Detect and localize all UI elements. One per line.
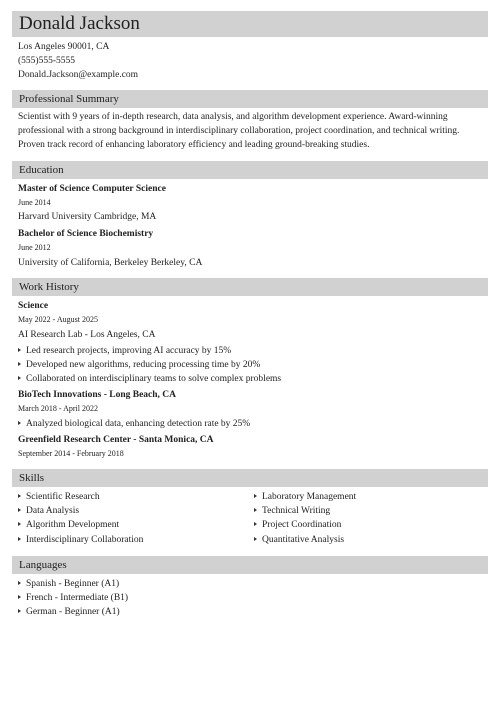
skill-item: Technical Writing: [254, 504, 330, 518]
skills-heading: Skills: [12, 469, 488, 487]
skill-item: Project Coordination: [254, 518, 341, 532]
bullet-icon: [18, 421, 21, 425]
name-header: Donald Jackson: [12, 11, 488, 37]
phone: (555)555-5555: [18, 56, 75, 66]
education-date: June 2012: [18, 243, 51, 252]
job-company: AI Research Lab - Los Angeles, CA: [18, 330, 156, 340]
bullet-icon: [18, 595, 21, 599]
bullet-icon: [18, 494, 21, 498]
bullet-icon: [18, 348, 21, 352]
education-degree: Master of Science Computer Science: [18, 184, 166, 194]
job-title: Greenfield Research Center - Santa Monica, CA: [18, 435, 214, 445]
education-date: June 2014: [18, 198, 51, 207]
bullet-icon: [18, 609, 21, 613]
bullet-icon: [254, 537, 257, 541]
education-school: University of California, Berkeley Berkeley, CA: [18, 258, 203, 268]
bullet-icon: [18, 581, 21, 585]
bullet-icon: [18, 508, 21, 512]
job-title: BioTech Innovations - Long Beach, CA: [18, 390, 177, 400]
bullet-icon: [18, 362, 21, 366]
education-school: Harvard University Cambridge, MA: [18, 212, 157, 222]
language-item: Spanish - Beginner (A1): [18, 577, 119, 591]
skill-item: Scientific Research: [18, 490, 100, 504]
job-dates: March 2018 - April 2022: [18, 404, 98, 413]
bullet-icon: [18, 376, 21, 380]
skill-item: Quantitative Analysis: [254, 533, 344, 547]
bullet-icon: [254, 508, 257, 512]
bullet-icon: [18, 522, 21, 526]
bullet-icon: [254, 494, 257, 498]
email: Donald.Jackson@example.com: [18, 70, 139, 80]
education-degree: Bachelor of Science Biochemistry: [18, 229, 154, 239]
skill-item: Interdisciplinary Collaboration: [18, 533, 143, 547]
education-heading: Education: [12, 161, 488, 179]
skill-item: Algorithm Development: [18, 518, 119, 532]
location: Los Angeles 90001, CA: [18, 42, 110, 52]
job-bullet: Led research projects, improving AI accuracy by 15%: [18, 344, 231, 358]
bullet-icon: [254, 522, 257, 526]
languages-heading: Languages: [12, 556, 488, 574]
language-item: German - Beginner (A1): [18, 605, 120, 619]
job-title: Science: [18, 301, 49, 311]
job-bullet: Developed new algorithms, reducing processing time by 20%: [18, 358, 260, 372]
language-item: French - Intermediate (B1): [18, 591, 128, 605]
job-bullet: Collaborated on interdisciplinary teams to solve complex problems: [18, 372, 281, 386]
skill-item: Data Analysis: [18, 504, 79, 518]
job-dates: September 2014 - February 2018: [18, 449, 124, 458]
job-dates: May 2022 - August 2025: [18, 315, 98, 324]
skill-item: Laboratory Management: [254, 490, 356, 504]
bullet-icon: [18, 537, 21, 541]
summary-text: Scientist with 9 years of in-depth research, data analysis, and algorithm development experience. Award-winning professional with a strong background in interdisciplinary collaboration, project coordination, and technical writing. Proven track record of enhancing laboratory efficiency and leading ground-breaking studies.: [18, 112, 460, 150]
job-bullet: Analyzed biological data, enhancing detection rate by 25%: [18, 417, 250, 431]
work-heading: Work History: [12, 278, 488, 296]
summary-heading: Professional Summary: [12, 90, 488, 108]
